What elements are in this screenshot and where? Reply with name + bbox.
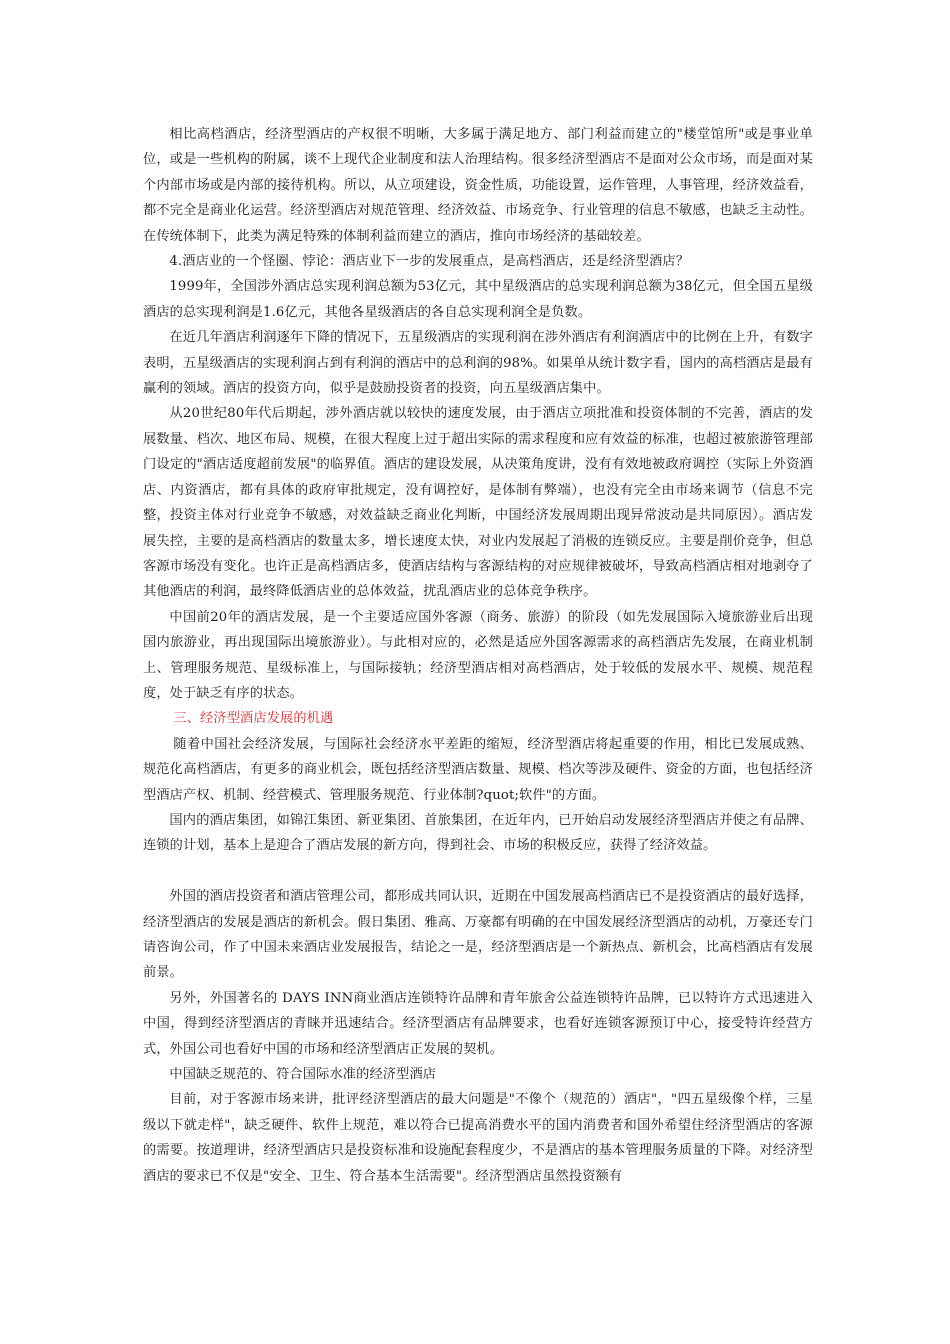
paragraph-first-20-years: 中国前20年的酒店发展，是一个主要适应国外客源（商务、旅游）的阶段（如先发展国际入境旅游业后出现国内旅游业，再出现国际出境旅游业）。与此相对应的，必然是适应外国客源需求的高档酒店先发展，在商业机制上、管理服务规范、星级标准上，与国际接轨；经济型酒店相对高档酒店，处于较低的发展水平、规模、规范程度，处于缺乏有序的状态。 <box>143 609 813 701</box>
section-heading-opportunities: 三、经济型酒店发展的机遇 <box>173 711 334 727</box>
paragraph-development-history: 从20世纪80年代后期起，涉外酒店就以较快的速度发展，由于酒店立项批准和投资体制的不完善，酒店的发展数量、档次、地区布局、规模，在很大程度上过于超出实际的需求程度和应有效益的标准，也超过被旅游管理部门设定的"酒店适度超前发展"的临界值。酒店的建设发展，从决策角度讲，没有有效地被政府调控（实际上外资酒店、内资酒店，都有具体的政府审批规定，没有调控好，是体制有弊端），也没有完全由市场来调节（信息不完整，投资主体对行业竞争不敏感，对效益缺乏商业化判断，中国经济发展周期出现异常波动是共同原因）。酒店发展失控，主要的是高档酒店的数量太多，增长速度太快，对业内发展起了消极的连锁反应。主要是削价竞争，但总客源市场没有变化。也许正是高档酒店多，使酒店结构与客源结构的对应规律被破坏，导致高档酒店相对地剥夺了其他酒店的利润，最终降低酒店业的总体效益，扰乱酒店业的总体竞争秩序。 <box>143 406 813 600</box>
paragraph-lack-of-standards: 中国缺乏规范的、符合国际水准的经济型酒店 <box>169 1067 437 1083</box>
paragraph-property-rights: 相比高档酒店，经济型酒店的产权很不明晰，大多属于满足地方、部门利益而建立的"楼堂馆所"或是事业单位，或是一些机构的附属，谈不上现代企业制度和法人治理结构。很多经济型酒店不是面对公众市场，而是面对某个内部市场或是内部的接待机构。所以，从立项建设，资金性质，功能设置，运作管理，人事管理，经济效益看，都不完全是商业化运营。经济型酒店对规范管理、经济效益、市场竞争、行业管理的信息不敏感，也缺乏主动性。在传统体制下，此类为满足特殊的体制利益而建立的酒店，推向市场经济的基础较差。 <box>143 127 813 244</box>
paragraph-days-inn: 另外，外国著名的 DAYS INN商业酒店连锁特许品牌和青年旅舍公益连锁特许品牌，已以特许方式迅速进入中国，得到经济型酒店的青睐并迅速结合。经济型酒店有品牌要求，也看好连锁客源预订中心，接受特许经营方式，外国公司也看好中国的市场和经济型酒店正发展的契机。 <box>143 990 813 1057</box>
paragraph-five-star-share: 在近几年酒店利润逐年下降的情况下，五星级酒店的实现利润在涉外酒店有利润酒店中的比例在上升，有数字表明，五星级酒店的实现利润占到有利润的酒店中的总利润的98%。如果单从统计数字看，国内的高档酒店是最有赢利的领域。酒店的投资方向，似乎是鼓励投资者的投资，向五星级酒店集中。 <box>143 330 813 397</box>
paragraph-economic-growth: 随着中国社会经济发展，与国际社会经济水平差距的缩短，经济型酒店将起重要的作用，相比已发展成熟、规范化高档酒店，有更多的商业机会，既包括经济型酒店数量、规模、档次等涉及硬件、资金的方面，也包括经济型酒店产权、机制、经营模式、管理服务规范、行业体制?quot;软件"的方面。 <box>143 736 813 803</box>
paragraph-market-criticism: 目前，对于客源市场来讲，批评经济型酒店的最大问题是"不像个（规范的）酒店"，"四五星级像个样，三星级以下就走样"，缺乏硬件、软件上规范，难以符合已提高消费水平的国内消费者和国外希望住经济型酒店的客源的需要。按道理讲，经济型酒店只是投资标准和设施配套程度少，不是酒店的基本管理服务质量的下降。对经济型酒店的要求已不仅是"安全、卫生、符合基本生活需要"。经济型酒店虽然投资额有 <box>143 1092 813 1184</box>
document-body <box>143 122 813 1189</box>
paragraph-paradox-heading: 4.酒店业的一个怪圈、悖论：酒店业下一步的发展重点，是高档酒店，还是经济型酒店？ <box>169 254 690 270</box>
paragraph-1999-profits: 1999年，全国涉外酒店总实现利润总额为53亿元，其中星级酒店的总实现利润总额为38亿元，但全国五星级酒店的总实现利润是1.6亿元，其他各星级酒店的各自总实现利润全是负数。 <box>143 279 813 320</box>
paragraph-domestic-groups: 国内的酒店集团，如锦江集团、新亚集团、首旅集团，在近年内，已开始启动发展经济型酒店并使之有品牌、连锁的计划，基本上是迎合了酒店发展的新方向，得到社会、市场的积极反应，获得了经济效益。 <box>143 812 813 854</box>
blank-line <box>143 859 813 884</box>
paragraph-foreign-investors: 外国的酒店投资者和酒店管理公司，都形成共同认识，近期在中国发展高档酒店已不是投资酒店的最好选择，经济型酒店的发展是酒店的新机会。假日集团、雅高、万豪都有明确的在中国发展经济型酒店的动机，万豪还专门请咨询公司，作了中国未来酒店业发展报告，结论之一是，经济型酒店是一个新热点、新机会，比高档酒店有发展前景。 <box>143 889 813 981</box>
